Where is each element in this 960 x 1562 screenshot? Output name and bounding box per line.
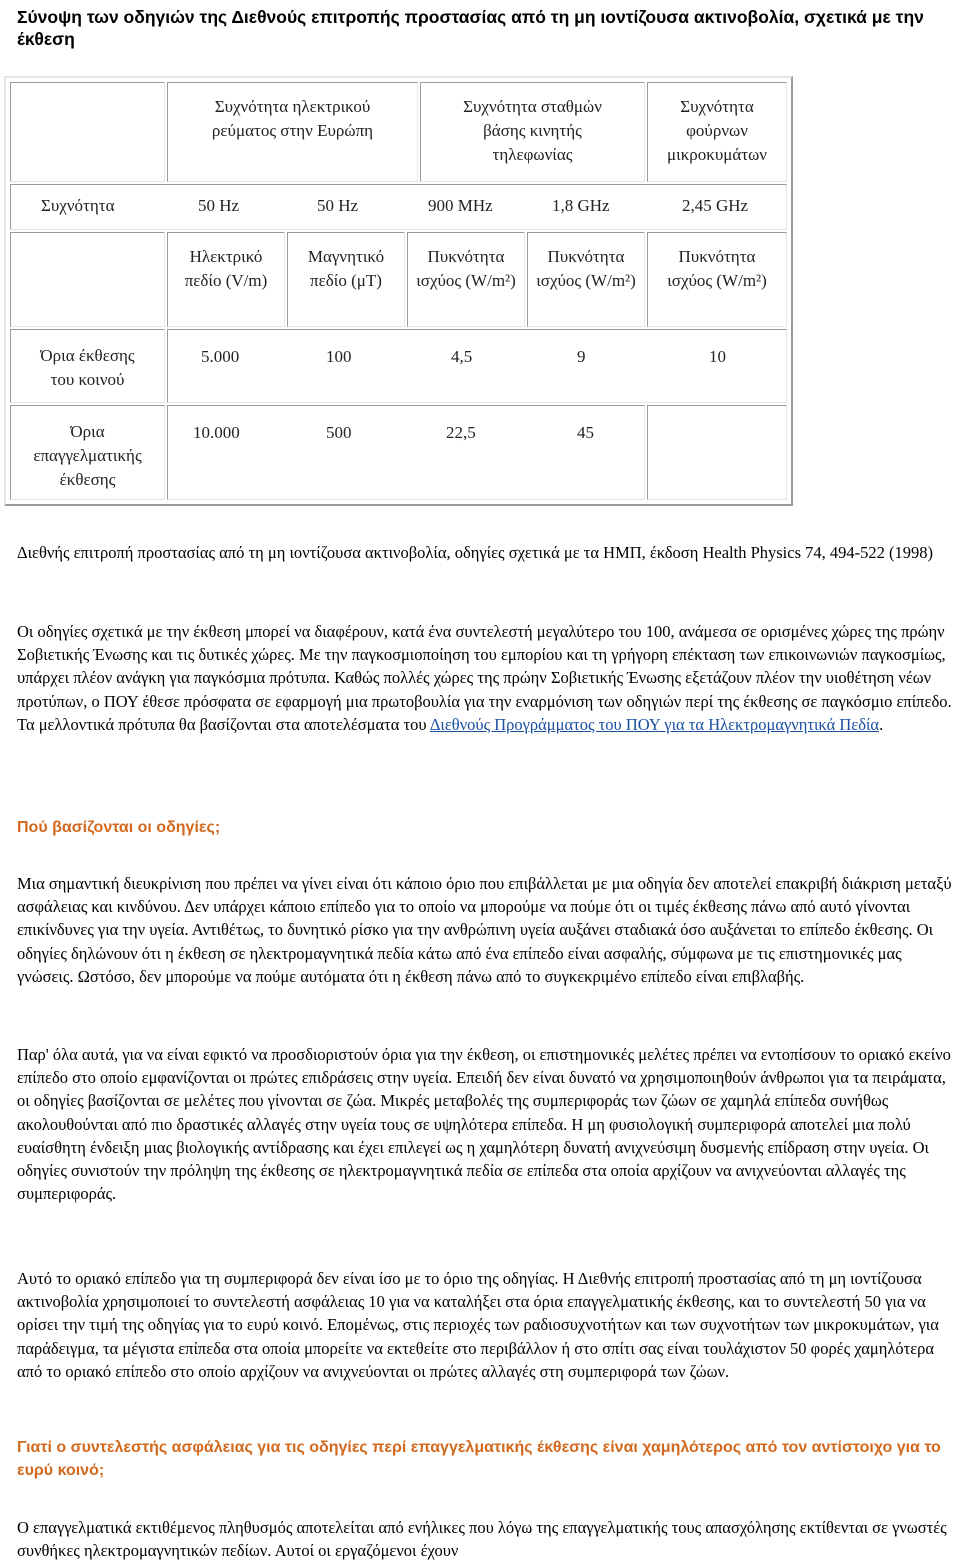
table-value: 10.000 [193,423,240,442]
unit-power-density: Πυκνότητα ισχύος (W/m²) [416,247,516,290]
table-header-microwave [647,82,787,182]
source-citation: Διεθνής επιτροπή προστασίας από τη μη ιοντίζουσα ακτινοβολία, οδηγίες σχετικά με τα ΗΜΠ, έκδοση Health Physics 74, 494-522 (1998) [17,543,933,562]
frequency-label: Συχνότητα [41,196,115,215]
table-value: 9 [577,347,586,366]
header-label: Συχνότητα σταθμών βάσης κινητής τηλεφωνίας [463,97,602,164]
table-value: 4,5 [451,347,473,366]
table-header-power-frequency [167,82,418,182]
unit-cell [527,232,645,327]
page-title: Σύνοψη των οδηγιών της Διεθνούς επιτροπής προστασίας από τη μη ιοντίζουσα ακτινοβολία, σχετικά με την έκθεση [17,7,924,49]
unit-electric-field: Ηλεκτρικό πεδίο (V/m) [184,247,268,290]
table-value: 10 [709,347,726,366]
unit-magnetic-field: Μαγνητικό πεδίο (μT) [307,247,385,290]
table-value: 5.000 [201,347,240,366]
table-value: 100 [326,347,352,366]
section-heading: Πού βασίζονται οι οδηγίες; [17,819,221,836]
who-emf-project-link[interactable]: Διεθνούς Προγράμματος του ΠΟΥ για τα Ηλεκτρομαγνητικά Πεδία [429,714,880,734]
frequency-value: 900 MHz [428,196,493,215]
unit-cell [647,232,787,327]
paragraph: Αυτό το οριακό επίπεδο για τη συμπεριφορά δεν είναι ίσο με το όριο της οδηγίας. Η Διεθνής επιτροπή προστασίας από τη μη ιοντίζουσα ακτινοβολία χρησιμοποιεί το συντελεστή ασφάλειας 10 για να καταλήξει στα όρια επαγγελματικής έκθεσης, και το συντελεστή 50 για να ορίσει την τιμή της οδηγίας για το ευρύ κοινό. Επομένως, στις περιοχές των ραδιοσυχνοτήτων και των συχνοτήτων των μικροκυμάτων, για παράδειγμα, τα μέγιστα επίπεδα στα οποία μπορείτε να εκτεθείτε στο περιβάλλον ή στο σπίτι σας είναι τουλάχιστον 50 φορές χαμηλότερα από το οριακό επίπεδο στο οποίο αρχίζουν να ανιχνεύονται οι πρώτες αλλαγές στη συμπεριφορά των ζώων. [17,1269,939,1381]
unit-cell [167,232,285,327]
frequency-row [10,184,787,230]
frequency-value: 50 Hz [198,196,240,215]
table-value: 45 [577,423,594,442]
table-corner-cell [10,82,165,182]
table-value: 22,5 [446,423,476,442]
section-heading: Γιατί ο συντελεστής ασφάλειας για τις οδηγίες περί επαγγελματικής έκθεσης είναι χαμηλότερος από τον αντίστοιχο για το ευρύ κοινό; [17,1439,941,1479]
paragraph: Μια σημαντική διευκρίνιση που πρέπει να γίνει είναι ότι κάποιο όριο που επιβάλλεται με μια οδηγία δεν αποτελεί επακριβή διάκριση μεταξύ ασφάλειας και κινδύνου. Δεν υπάρχει κάποιο επίπεδο για το οποίο να μπορούμε να πούμε ότι οι τιμές έκθεσης πάνω από αυτό γίνονται επικίνδυνες για την υγεία. Αντιθέτως, το δυνητικό ρίσκο για την ανθρώπινη υγεία αυξάνει σταδιακά όσο αυξάνεται το επίπεδο έκθεσης. Οι οδηγίες δηλώνουν ότι η έκθεση σε ηλεκτρομαγνητικά πεδία κάτω από ένα επίπεδο είναι ασφαλής, σύμφωνα με τις επιστημονικές μας γνώσεις. Ωστόσο, δεν μπορούμε να πούμε αυτόματα ότι η έκθεση πάνω από το συγκεκριμένο επίπεδο είναι επιβλαβής. [17,874,952,986]
row-label-occupational [10,405,165,500]
paragraph [17,620,957,736]
table-header-base-station [420,82,645,182]
row-label-public [10,329,165,403]
public-values-cell [167,329,787,403]
paragraph-text: Οι οδηγίες σχετικά με την έκθεση μπορεί να διαφέρουν, κατά ένα συντελεστή μεγαλύτερο του 100, ανάμεσα σε ορισμένες χώρες της πρώην Σοβιετικής Ένωσης και τις δυτικές χώρες. Με την παγκοσμιοποίηση του εμπορίου και τη γρήγορη επέκταση των επικοινωνιών παγκοσμίως, υπάρχει πλέον ανάγκη για παγκόσμια πρότυπα. Καθώς πολλές χώρες της πρώην Σοβιετικής Ένωσης εξετάζουν πλέον την υιοθέτηση νέων προτύπων, ο ΠΟΥ έθεσε πρόσφατα σε εφαρμογή μια πρωτοβουλία για την εναρμόνιση των οδηγιών περί της έκθεσης σε παγκόσμιο επίπεδο. Τα μελλοντικά πρότυπα θα βασίζονται στα αποτελέσματα του [17,622,952,734]
row-label: Όρια επαγγελματικής έκθεσης [33,422,142,489]
table-value: 500 [326,423,352,442]
header-label: Συχνότητα φούρνων μικροκυμάτων [667,97,767,164]
unit-power-density: Πυκνότητα ισχύος (W/m²) [536,247,636,290]
unit-cell [287,232,405,327]
frequency-value: 50 Hz [317,196,359,215]
occupational-values-cell [167,405,645,500]
unit-power-density: Πυκνότητα ισχύος (W/m²) [667,247,767,290]
paragraph: Ο επαγγελματικά εκτιθέμενος πληθυσμός αποτελείται από ενήλικες που λόγω της επαγγελματικής τους απασχόλησης εκτίθενται σε γνωστές συνθήκες ηλεκτρομαγνητικών πεδίων. Αυτοί οι εργαζόμενοι έχουν [17,1518,947,1561]
row-label: Όρια έκθεσης του κοινού [40,346,135,389]
unit-cell [407,232,525,327]
units-row-blank [10,232,165,327]
frequency-value: 2,45 GHz [682,196,749,215]
paragraph-text: . [879,714,884,734]
exposure-limits-table [4,76,793,506]
header-label: Συχνότητα ηλεκτρικού ρεύματος στην Ευρώπη [211,97,374,140]
frequency-value: 1,8 GHz [552,196,610,215]
occupational-empty-cell [647,405,787,500]
paragraph: Παρ' όλα αυτά, για να είναι εφικτό να προσδιοριστούν όρια για την έκθεση, οι επιστημονικές μελέτες πρέπει να εντοπίσουν το οριακό εκείνο επίπεδο στο οποίο εμφανίζονται οι πρώτες επιδράσεις στην υγεία. Επειδή δεν είναι δυνατό να χρησιμοποιηθούν άνθρωποι για τα πειράματα, οι οδηγίες βασίζονται σε μελέτες που γίνονται σε ζώα. Μικρές μεταβολές της συμπεριφοράς των ζώων σε χαμηλά επίπεδα συνήθως ακολουθούνται από πιο δραστικές αλλαγές στην υγεία τους σε υψηλότερα επίπεδα. Η μη φυσιολογική συμπεριφορά αποτελεί μια πολύ ευαίσθητη ένδειξη μιας βιολογικής αντίδρασης και έχει επιλεγεί ως η χαμηλότερη δυνατή ανιχνεύσιμη δυσμενής επίδραση στην υγεία. Οι οδηγίες συνιστούν την πρόληψη της έκθεσης σε ηλεκτρομαγνητικά πεδία σε επίπεδα στα οποία αρχίζουν να ανιχνεύονται αλλαγές της συμπεριφοράς. [17,1045,951,1204]
